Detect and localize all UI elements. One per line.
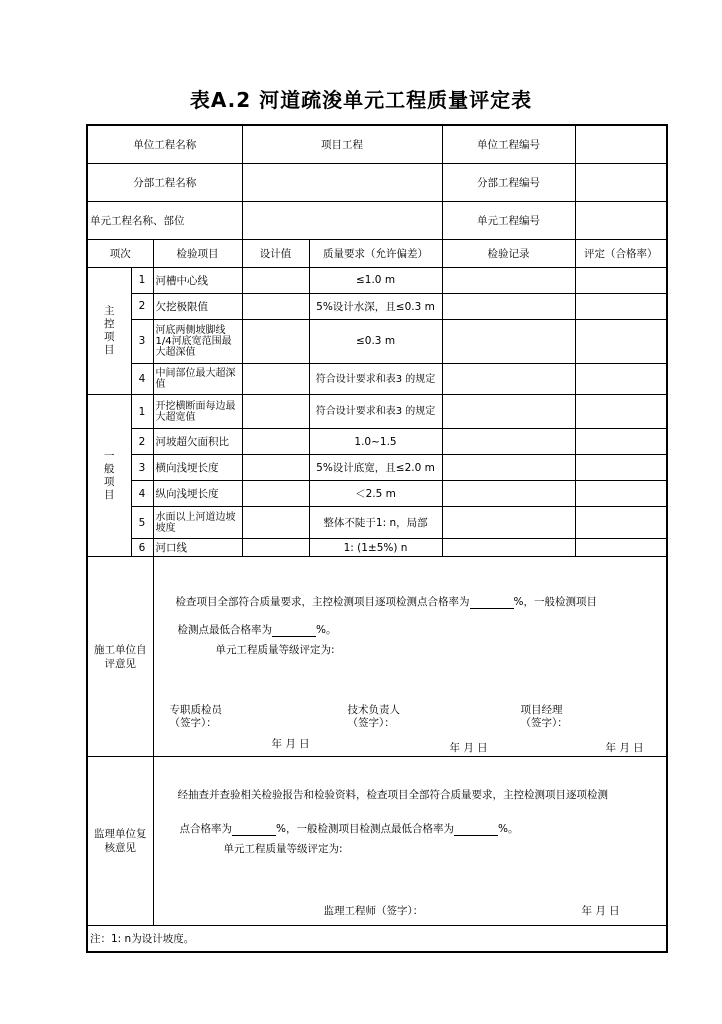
col-rating: 评定（合格率） <box>575 239 667 267</box>
supervision-opinion-box[interactable]: 经抽查并查验相关检验报告和检验资料，检查项目全部符合质量要求，主控检测项目逐项检测 点合格率为 %，一般检测项目检测点最低合格率为 %。 单元工程质量等级评定为: 监理工程师（签字）： 年 月 日 <box>153 756 667 925</box>
unit-project-code-value[interactable] <box>575 125 667 163</box>
table-row: 2 欠挖极限值 5%设计水深，且≤0.3 m <box>87 293 667 319</box>
construction-opinion-row <box>87 557 667 756</box>
quality-assessment-form <box>86 124 668 953</box>
element-project-name-label: 单元工程名称、部位 <box>87 201 242 239</box>
table-row: 一般项目 1 开挖横断面每边最大超宽值 符合设计要求和表3 的规定 <box>87 395 667 429</box>
col-design-value: 设计值 <box>242 239 309 267</box>
header-row-element-project <box>87 201 667 239</box>
supervision-general-rate-blank[interactable] <box>454 823 498 836</box>
construction-opinion-box[interactable]: 检查项目全部符合质量要求，主控检测项目逐项检测点合格率为 %，一般检测项目 检测点最低合格率为 %。 单元工程质量等级评定为: 专职质检员 （签字）： 技术负责人 （签字）： 项目经理 （签字）： 年 月 日 年 月 日 年 月 日 <box>153 557 667 756</box>
col-quality-req: 质量要求（允许偏差） <box>309 239 442 267</box>
table-row: 3 横向浅埂长度 5%设计底宽，且≤2.0 m <box>87 455 667 481</box>
note-row <box>87 926 667 952</box>
sig-project-manager: 项目经理 <box>520 703 563 716</box>
col-item-category: 项次 <box>87 239 153 267</box>
unit-project-code-label: 单位工程编号 <box>442 125 575 163</box>
table-row: 主控项目 1 河槽中心线 ≤1.0 m <box>87 267 667 293</box>
construction-opinion-label: 施工单位自评意见 <box>87 557 153 756</box>
element-project-code-value[interactable] <box>575 201 667 239</box>
page-title: 表A.2 河道疏浚单元工程质量评定表 <box>189 88 533 112</box>
supervision-opinion-label: 监理单位复核意见 <box>87 756 153 925</box>
col-check-record: 检验记录 <box>442 239 575 267</box>
col-check-item: 检验项目 <box>153 239 242 267</box>
sub-project-code-value[interactable] <box>575 163 667 201</box>
header-row-sub-project <box>87 163 667 201</box>
unit-project-name-value[interactable]: 项目工程 <box>242 125 442 163</box>
note: 注：1: n为设计坡度。 <box>87 926 667 952</box>
unit-project-name-label: 单位工程名称 <box>87 125 242 163</box>
supervision-opinion-row <box>87 756 667 925</box>
main-control-label: 主控项目 <box>87 267 131 394</box>
sub-project-name-label: 分部工程名称 <box>87 163 242 201</box>
table-row: 4 纵向浅埂长度 ＜2.5 m <box>87 481 667 507</box>
table-row: 4 中间部位最大超深值 符合设计要求和表3 的规定 <box>87 364 667 395</box>
sub-project-code-label: 分部工程编号 <box>442 163 575 201</box>
table-row: 5 水面以上河道边坡坡度 整体不陡于1: n，局部 <box>87 507 667 539</box>
sig-quality-inspector: 专职质检员 <box>169 703 222 716</box>
general-items-label: 一般项目 <box>87 395 131 557</box>
table-row: 6 河口线 1: (1±5%) n <box>87 539 667 557</box>
element-project-code-label: 单元工程编号 <box>442 201 575 239</box>
supervision-main-rate-blank[interactable] <box>232 823 276 836</box>
table-row: 3 河底两侧坡脚线1/4河底宽范围最大超深值 ≤0.3 m <box>87 319 667 363</box>
element-project-name-value[interactable] <box>242 201 442 239</box>
column-header-row <box>87 239 667 267</box>
sig-supervision-engineer: 监理工程师（签字）： <box>323 905 424 918</box>
header-row-unit-project <box>87 125 667 163</box>
general-pass-rate-blank[interactable] <box>272 624 316 637</box>
main-pass-rate-blank[interactable] <box>470 596 514 609</box>
sub-project-name-value[interactable] <box>242 163 442 201</box>
table-row: 2 河坡超欠面积比 1.0~1.5 <box>87 429 667 455</box>
sig-tech-lead: 技术负责人 <box>347 703 400 716</box>
